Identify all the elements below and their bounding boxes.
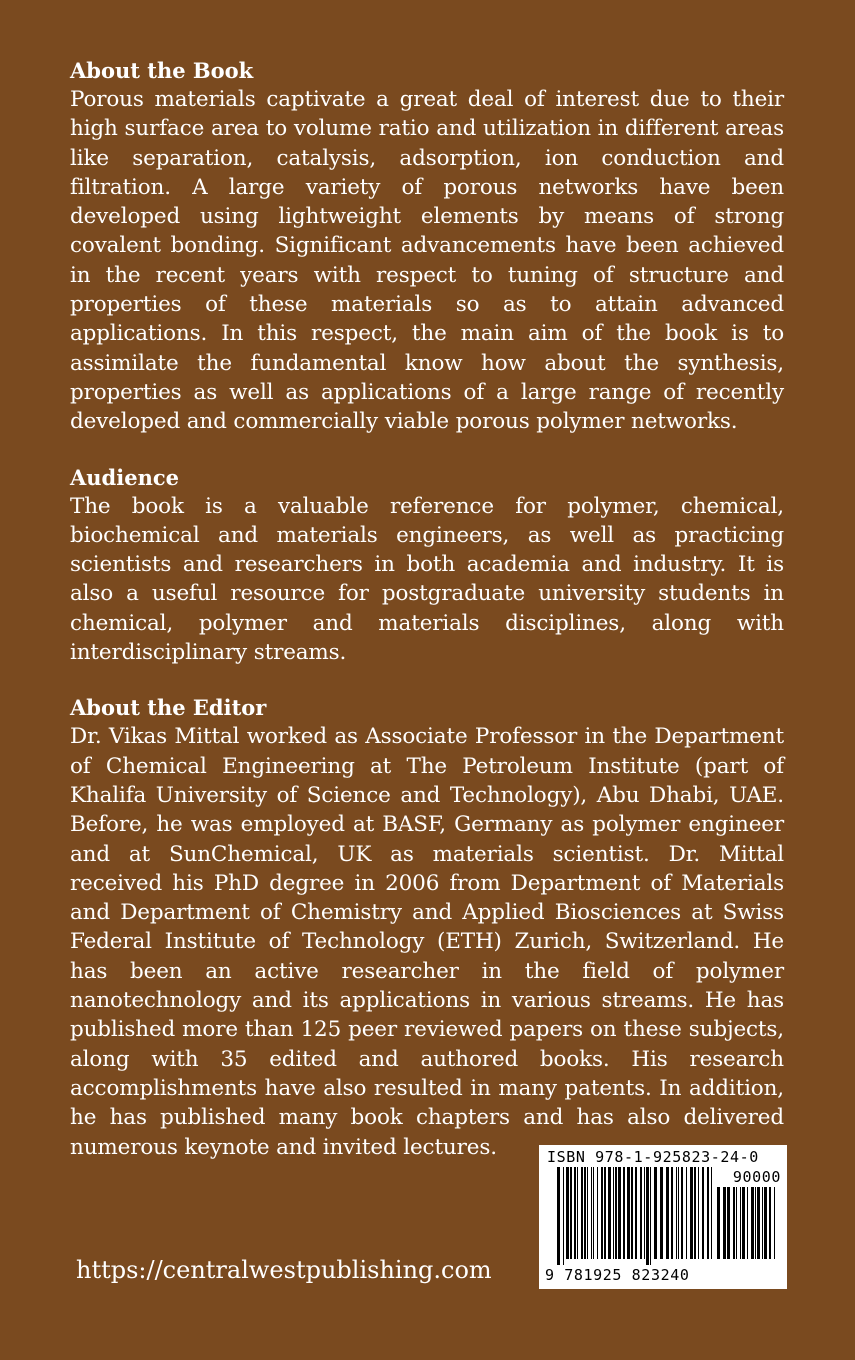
barcode-bar <box>608 1167 611 1259</box>
about-book-text: Porous materials captivate a great deal of interest due to their high surface area to volume ratio and utilization in different areas like separation, catalysis, adsorption, ion conduction and filtration. A large variety of porous networks have been developed using lightweight elements by means of strong covalent bonding. Significant advancements have been achieved in the recent years with respect to tuning of structure and properties of these materials so as to attain advanced applications. In this respect, the main aim of the book is to assimilate the fundamental know how about the synthesis, properties as well as applications of a large range of recently developed and commercially viable porous polymer networks. <box>70 87 784 435</box>
barcode-bar <box>587 1167 588 1259</box>
barcode-bar <box>646 1167 649 1265</box>
barcode-bar <box>727 1187 730 1259</box>
ean-number: 9 781925 823240 <box>545 1266 690 1284</box>
audience-text: The book is a valuable reference for polymer, chemical, biochemical and materials engineers, as well as practicing scientists and researchers in both academia and industry. It is also a useful resource for postgraduate university students in chemical, polymer and materials disciplines, along with interdisciplinary streams. <box>70 493 784 666</box>
audience-section <box>70 463 784 668</box>
barcode-bar <box>681 1167 683 1259</box>
barcode-bar <box>577 1167 578 1259</box>
publisher-website: https://centralwestpublishing.com <box>76 1256 492 1284</box>
barcode-bar <box>671 1167 673 1259</box>
barcode-bar <box>644 1167 645 1259</box>
barcode-bar <box>702 1167 704 1259</box>
barcode-bar <box>570 1167 572 1259</box>
barcode-bar <box>747 1187 748 1259</box>
barcode-bar <box>711 1167 712 1259</box>
barcode-bar <box>593 1167 594 1259</box>
barcode-bar <box>584 1167 586 1259</box>
price-code-label: 90000 <box>732 1168 781 1186</box>
barcode-bar <box>557 1167 560 1265</box>
barcode-bar <box>676 1167 677 1259</box>
barcode-bar <box>740 1187 741 1259</box>
barcode-bar <box>581 1167 583 1259</box>
barcode-bar <box>717 1187 720 1259</box>
barcode-bar <box>707 1167 709 1259</box>
barcode-bar <box>574 1167 576 1259</box>
barcode-bar <box>733 1187 735 1259</box>
barcode-bar <box>613 1167 614 1259</box>
barcode-bar <box>694 1167 696 1259</box>
addon-bars <box>717 1187 777 1265</box>
barcode-bar <box>601 1167 603 1259</box>
barcode-bar <box>654 1167 657 1259</box>
ean-bars <box>557 1167 715 1265</box>
barcode-bar <box>723 1187 726 1259</box>
barcode-bar <box>764 1187 767 1259</box>
barcode-bar <box>698 1167 699 1259</box>
barcode-bar <box>660 1167 663 1259</box>
barcode-bar <box>769 1187 771 1259</box>
isbn-label: ISBN 978-1-925823-24-0 <box>547 1148 759 1166</box>
barcode-bar <box>635 1167 637 1259</box>
about-editor-heading: About the Editor <box>70 695 267 721</box>
barcode-bar <box>774 1187 775 1259</box>
barcode-bar <box>597 1167 598 1259</box>
barcode-bar <box>591 1167 592 1259</box>
barcode-bar <box>762 1187 763 1259</box>
barcode-bar <box>666 1167 669 1259</box>
barcode-bar <box>604 1167 606 1259</box>
isbn-barcode <box>539 1145 787 1289</box>
about-book-section <box>70 56 784 437</box>
barcode-bar <box>755 1187 756 1259</box>
barcode-bar <box>640 1167 642 1259</box>
barcode-bar <box>686 1167 687 1259</box>
barcode-bar <box>757 1187 760 1259</box>
barcode-bar <box>615 1167 617 1259</box>
barcode-bar <box>631 1167 633 1259</box>
about-book-heading: About the Book <box>70 58 254 83</box>
barcode-bar <box>751 1187 754 1259</box>
barcode-bar <box>742 1187 745 1259</box>
barcode-bar <box>690 1167 693 1259</box>
barcode-bar <box>627 1167 630 1259</box>
barcode-bar <box>650 1167 651 1265</box>
barcode-bar <box>736 1187 737 1259</box>
barcode-bar <box>618 1167 621 1259</box>
barcode-bar <box>563 1167 564 1265</box>
barcode-bar <box>678 1167 679 1259</box>
about-editor-text: Dr. Vikas Mittal worked as Associate Professor in the Department of Chemical Engineering at The Petroleum Institute (part of Khalifa University of Science and Technology), Abu Dhabi, UAE. Before, he was employed at BASF, Germany as polymer engineer and at SunChemical, UK as materials scientist. Dr. Mittal received his PhD degree in 2006 from Department of Materials and Department of Chemistry and Applied Biosciences at Swiss Federal Institute of Technology (ETH) Zurich, Switzerland. He has been an active researcher in the field of polymer nanotechnology and its applications in various streams. He has published more than 125 peer reviewed papers on these subjects, along with 35 edited and authored books. His research accomplishments have also resulted in many patents. In addition, he has published many book chapters and has also delivered numerous keynote and invited lectures. <box>70 724 784 1160</box>
audience-heading: Audience <box>70 464 179 490</box>
about-editor-section <box>70 693 784 1161</box>
cover-text <box>70 56 784 1188</box>
barcode-bar <box>623 1167 625 1259</box>
barcode-bar <box>566 1167 569 1259</box>
